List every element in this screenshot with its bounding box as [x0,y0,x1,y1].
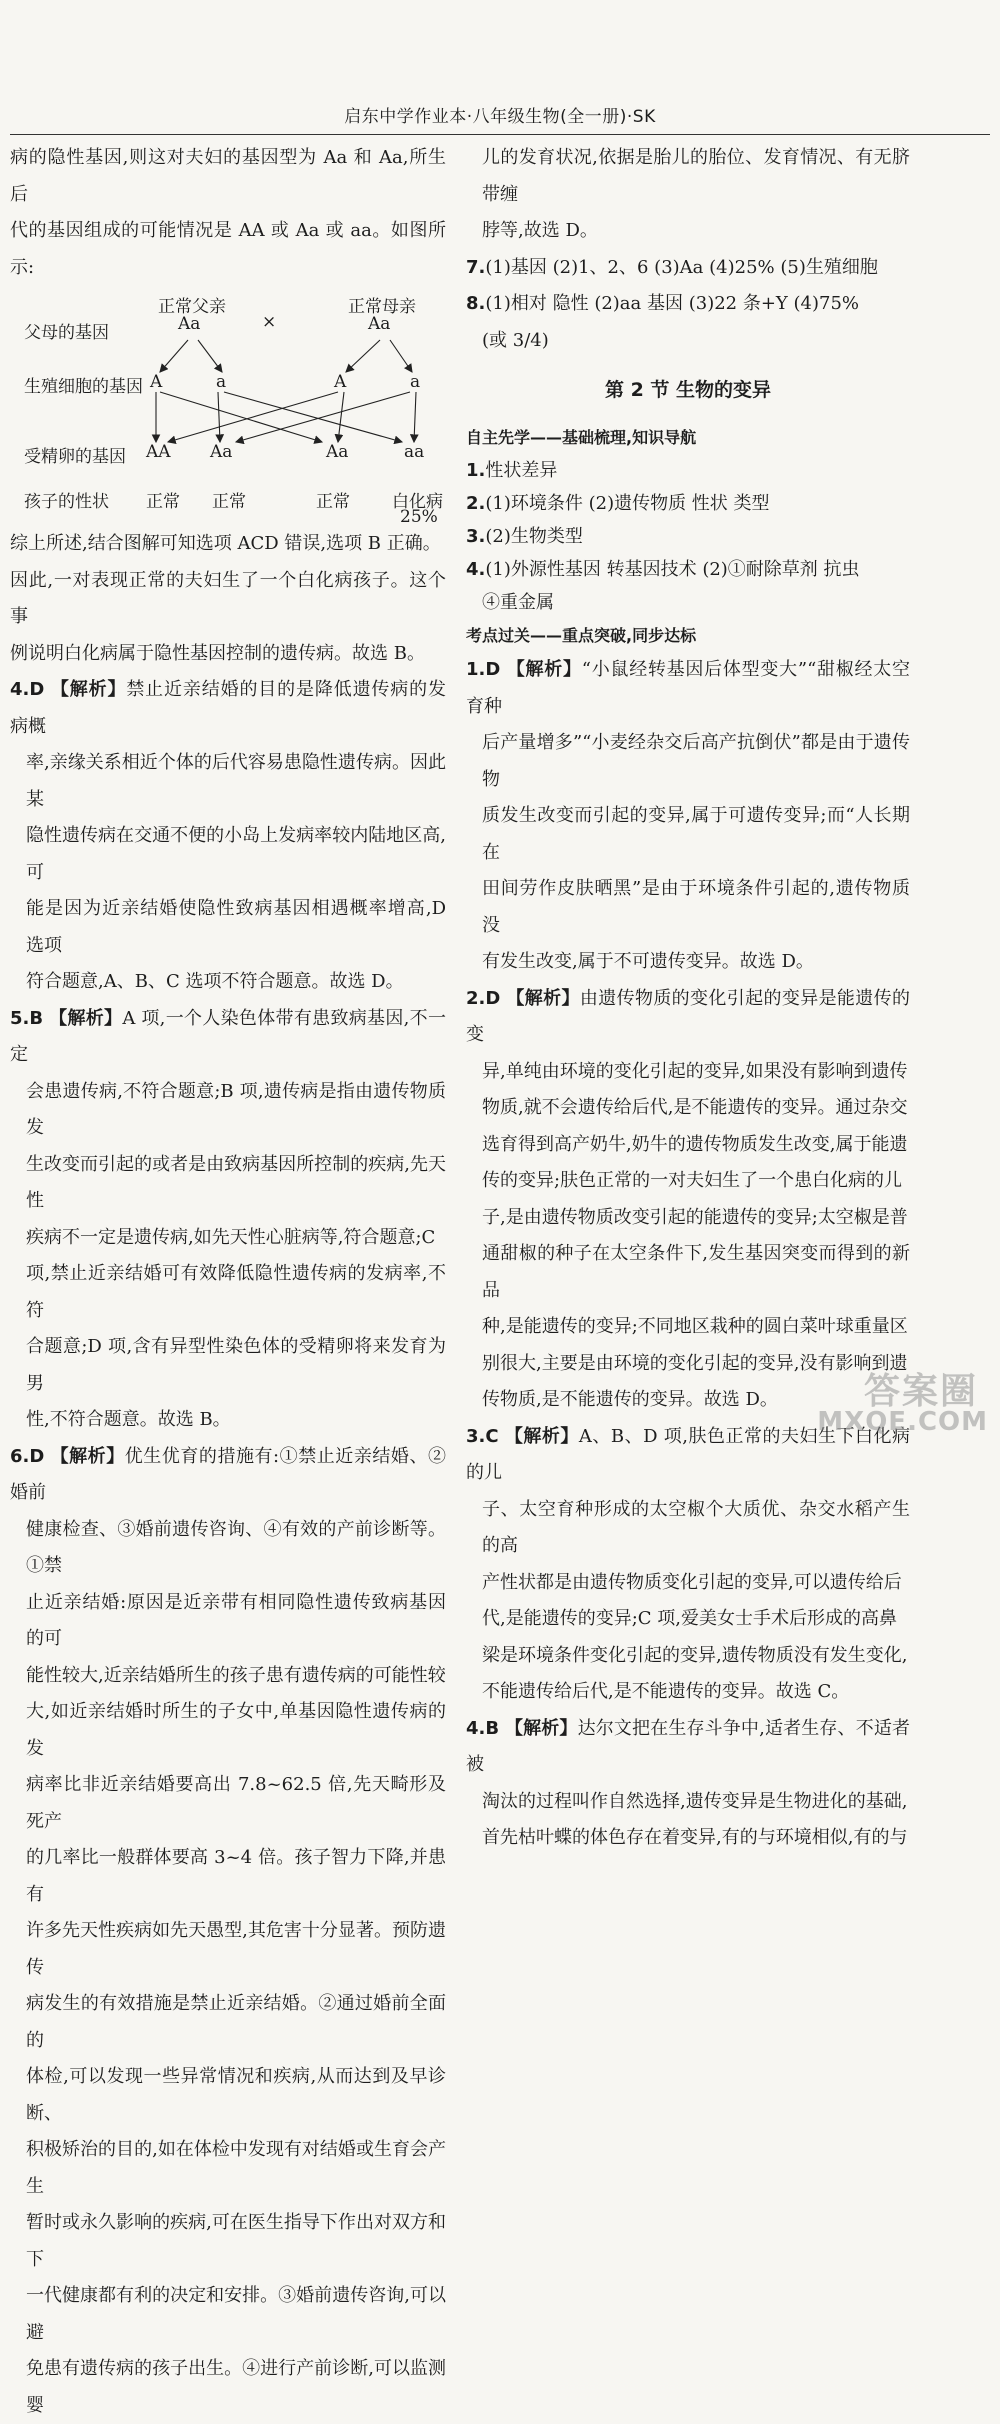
item-number: 3. [466,1425,486,1447]
conclusion-line: 例说明白化病属于隐性基因控制的遗传病。故选 B。 [10,642,425,664]
item-number: 4. [466,1717,486,1739]
analysis-tag: 【解析】 [49,1007,123,1029]
item-number: 2. [466,493,486,514]
basics-item [466,487,910,520]
item-text: A、B、D 项,肤色正常的夫妇生下白化病的儿 [466,1425,910,1483]
subsection-title: 考点过关——重点突破,同步达标 [466,626,697,645]
item-line: 能是因为近亲结婚使隐性致病基因相遇概率增高,D 选项 [26,898,446,956]
item-text: 达尔文把在生存斗争中,适者生存、不适者被 [466,1717,910,1775]
father-label: 正常父亲 [158,297,226,317]
arrow [236,392,410,442]
item-answer: D [485,987,501,1009]
father-gene: Aa [178,314,201,334]
zygote: AA [146,442,171,462]
item-number: 8. [466,293,486,314]
answer-item-8 [466,286,910,323]
item-line: 代,是能遗传的变异;C 项,爱美女士手术后形成的高鼻 [482,1608,897,1629]
running-header [10,100,990,135]
zygote: aa [404,442,425,462]
answer-item-6 [10,1439,446,1512]
intro-line: 病的隐性基因,则这对夫妇的基因型为 Aa 和 Aa,所生后 [10,147,446,205]
item-line: 一代健康都有利的决定和安排。③婚前遗传咨询,可以避 [26,2285,446,2343]
item-line: 物质,就不会遗传给后代,是不能遗传的变异。通过杂交 [482,1097,908,1118]
item-text: 性状差异 [485,460,558,481]
item-answer: D [29,1445,45,1467]
item-line: 产性状都是由遗传物质变化引起的变异,可以遗传给后 [482,1571,902,1593]
conclusion-line: 综上所述,结合图解可知选项 ACD 错误,选项 B 正确。 [10,533,441,554]
item-line: 大,如近亲结婚时所生的子女中,单基因隐性遗传病的发 [26,1701,446,1759]
basics-item [466,520,910,553]
trait: 正常 [316,492,350,512]
item-number: 5. [10,1007,30,1029]
analysis-tag: 【解析】 [504,1717,578,1739]
item-line: 有发生改变,属于不可遗传变异。故选 D。 [482,951,814,972]
answer-item-r1 [466,652,910,725]
item-line: 病发生的有效措施是禁止近亲结婚。②通过婚前全面的 [26,1993,446,2051]
item-number: 7. [466,256,486,278]
item-answer: D [29,679,45,700]
zygote: Aa [210,442,233,462]
item-line: 种,是能遗传的变异;不同地区栽种的圆白菜叶球重量区 [482,1316,908,1337]
item-number: 6. [10,1445,30,1467]
mother-label: 正常母亲 [348,297,416,317]
analysis-tag: 【解析】 [50,679,127,700]
arrow [160,340,188,372]
item-line: 合题意;D 项,含有异型性染色体的受精卵将来发育为男 [26,1336,446,1394]
item-text: (1)环境条件 (2)遗传物质 性状 类型 [485,493,770,514]
item-text: A 项,一个人染色体带有患致病基因,不一定 [10,1007,446,1065]
item-line: 健康检查、③婚前遗传咨询、④有效的产前诊断等。①禁 [26,1518,446,1576]
answer-item-4 [10,672,446,745]
item-line: 子,是由遗传物质改变引起的能遗传的变异;太空椒是普 [482,1206,908,1228]
item-line: 生改变而引起的或者是由致病基因所控制的疾病,先天性 [26,1153,446,1211]
conclusion-line: 因此,一对表现正常的夫妇生了一个白化病孩子。这个事 [10,569,446,627]
item-number: 4. [466,559,486,580]
item-text: (1)基因 (2)1、2、6 (3)Aa (4)25% (5)生殖细胞 [485,256,878,278]
watermark-logo-text: 答案圈 [863,1371,978,1412]
item-line: 通甜椒的种子在太空条件下,发生基因突变而得到的新品 [482,1243,910,1301]
gamete: A [150,372,163,392]
item-text: 优生优育的措施有:①禁止近亲结婚、②婚前 [10,1445,446,1503]
arrow [346,340,380,372]
right-column [466,140,910,1857]
item-line: 会患遗传病,不符合题意;B 项,遗传病是指由遗传物质发 [26,1080,446,1138]
arrow [160,392,322,442]
item-line: ④重金属 [482,592,554,613]
row-label-zygotes: 受精卵的基因 [24,447,126,467]
continued-line: 儿的发育状况,依据是胎儿的胎位、发育情况、有无脐带缠 [482,147,910,205]
item-answer: B [485,1717,500,1739]
item-number: 4. [10,679,30,700]
item-line: 传的变异;肤色正常的一对夫妇生了一个患白化病的儿 [482,1170,903,1191]
row-label-gametes: 生殖细胞的基因 [24,377,143,397]
gamete: a [410,372,421,392]
arrow [218,392,220,442]
item-line: 后产量增多”“小麦经杂交后高产抗倒伏”都是由于遗传物 [482,732,910,790]
item-answer: C [485,1425,499,1447]
item-line: 子、太空育种形成的太空椒个大质优、杂交水稻产生的高 [482,1498,910,1556]
arrow [390,340,412,372]
item-line: (或 3/4) [482,329,549,351]
item-line: 许多先天性疾病如先天愚型,其危害十分显著。预防遗传 [26,1920,446,1978]
left-column [10,140,446,2424]
item-line: 率,亲缘关系相近个体的后代容易患隐性遗传病。因此某 [26,752,446,810]
row-label-traits: 孩子的性状 [24,492,109,512]
row-label-parents: 父母的基因 [24,323,109,343]
item-line: 体检,可以发现一些异常情况和疾病,从而达到及早诊断、 [26,2066,446,2124]
zygote: Aa [326,442,349,462]
answer-item-5 [10,1001,446,1074]
item-text: (2)生物类型 [485,526,583,547]
gamete: A [334,372,347,392]
item-line: 病率比非近亲结婚要高出 7.8~62.5 倍,先天畸形及死产 [26,1774,446,1832]
site-watermark [798,1363,988,1443]
mother-gene: Aa [368,314,391,334]
basics-item [466,454,910,487]
item-text: “小鼠经转基因后体型变大”“甜椒经太空育种 [466,659,910,717]
item-line: 暂时或永久影响的疾病,可在医生指导下作出对双方和下 [26,2212,446,2270]
item-text: 禁止近亲结婚的目的是降低遗传病的发病概 [10,679,446,737]
item-line: 的几率比一般群体要高 3~4 倍。孩子智力下降,并患有 [26,1847,446,1905]
header-title: 启东中学作业本·八年级生物(全一册)·SK [344,107,656,127]
item-line: 疾病不一定是遗传病,如先天性心脏病等,符合题意;C [26,1226,436,1248]
section-title: 第 2 节 生物的变异 [604,379,772,401]
albinism-percent: 25% [400,507,438,527]
item-answer: D [485,659,501,680]
arrow [414,392,416,442]
item-line: 异,单纯由环境的变化引起的变异,如果没有影响到遗传 [482,1060,908,1082]
continued-line: 脖等,故选 D。 [482,220,598,241]
intro-line: 代的基因组成的可能情况是 AA 或 Aa 或 aa。如图所示: [10,220,446,278]
subsection-title: 自主先学——基础梳理,知识导航 [466,428,697,447]
item-line: 止近亲结婚:原因是近亲带有相同隐性遗传致病基因的可 [26,1591,446,1649]
trait: 正常 [146,492,180,512]
item-text: (1)相对 隐性 (2)aa 基因 (3)22 条+Y (4)75% [485,293,860,314]
item-line: 性,不符合题意。故选 B。 [26,1409,231,1430]
item-line: 能性较大,近亲结婚所生的孩子患有遗传病的可能性较 [26,1664,446,1686]
item-line: 不能遗传给后代,是不能遗传的变异。故选 C。 [482,1681,850,1702]
item-line: 质发生改变而引起的变异,属于可遗传变异;而“人长期在 [482,805,910,863]
arrow [338,392,344,442]
answer-item-7 [466,250,910,287]
item-line: 项,禁止近亲结婚可有效降低隐性遗传病的发病率,不符 [26,1263,446,1321]
trait: 白化病 [392,492,443,512]
item-number: 1. [466,460,486,481]
analysis-tag: 【解析】 [504,1425,579,1447]
arrow [198,340,222,372]
item-number: 1. [466,659,486,680]
watermark-url: MXQE.COM [817,1407,988,1437]
item-line: 梁是环境条件变化引起的变异,遗传物质没有发生变化, [482,1644,908,1666]
genetics-cross-diagram [10,292,446,527]
basics-item [466,553,910,586]
item-text: (1)外源性基因 转基因技术 (2)①耐除草剂 抗虫 [485,559,860,580]
item-line: 田间劳作皮肤晒黑”是由于环境条件引起的,遗传物质没 [482,878,910,936]
item-line: 免患有遗传病的孩子出生。④进行产前诊断,可以监测婴 [26,2358,446,2416]
item-line: 隐性遗传病在交通不便的小岛上发病率较内陆地区高,可 [26,825,446,883]
cross-symbol: × [262,312,277,332]
item-line: 淘汰的过程叫作自然选择,遗传变异是生物进化的基础, [482,1790,908,1812]
item-line: 传物质,是不能遗传的变异。故选 D。 [482,1389,778,1410]
item-number: 3. [466,526,486,547]
answer-item-r4 [466,1711,910,1784]
analysis-tag: 【解析】 [50,1445,125,1467]
analysis-tag: 【解析】 [506,659,582,680]
item-text: 由遗传物质的变化引起的变异是能遗传的变 [466,987,911,1045]
item-line: 首先枯叶蝶的体色存在着变异,有的与环境相似,有的与 [482,1827,908,1848]
item-line: 符合题意,A、B、C 选项不符合题意。故选 D。 [26,971,404,992]
item-line: 选育得到高产奶牛,奶牛的遗传物质发生改变,属于能遗 [482,1133,908,1155]
answer-item-r2 [466,981,910,1054]
item-answer: B [29,1007,44,1029]
item-line: 积极矫治的目的,如在体检中发现有对结婚或生育会产生 [26,2139,446,2197]
trait: 正常 [212,492,246,512]
item-number: 2. [466,987,486,1009]
item-line: 别很大,主要是由环境的变化引起的变异,没有影响到遗 [482,1352,908,1374]
gamete: a [216,372,227,392]
analysis-tag: 【解析】 [506,987,580,1009]
